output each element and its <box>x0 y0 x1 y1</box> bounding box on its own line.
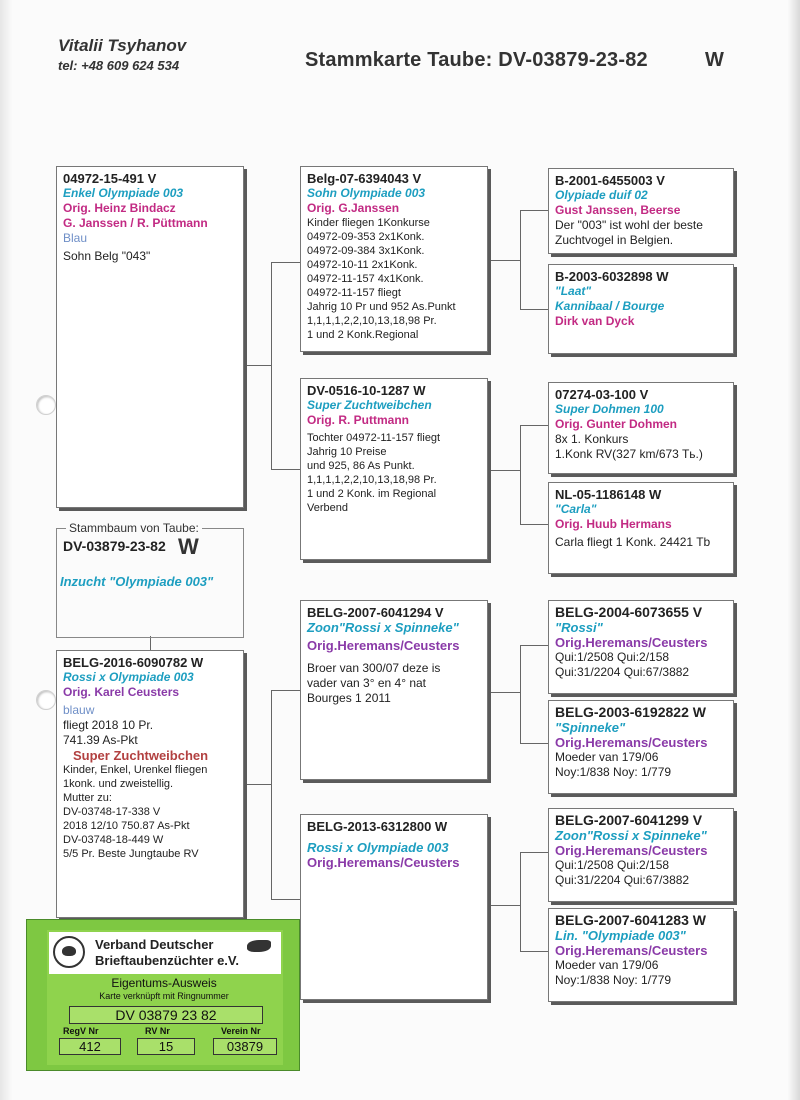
color: Blau <box>63 231 88 245</box>
result-line: Qui:1/2508 Qui:2/158 <box>555 858 670 872</box>
connector-line <box>520 852 548 853</box>
pigeon-name: "Rossi" <box>555 620 603 635</box>
sheet-edge-right <box>788 0 800 1100</box>
owner-phone: tel: +48 609 624 534 <box>58 58 180 73</box>
ring-number: BELG-2007-6041283 W <box>555 912 706 928</box>
pigeon-name: Super Zuchtweibchen <box>307 398 432 412</box>
connector-line <box>489 260 520 261</box>
ancestor-card <box>548 482 734 574</box>
color: blauw <box>63 703 95 717</box>
page-title: Stammkarte Taube: DV-03879-23-82 <box>305 49 648 71</box>
dam-card <box>56 650 244 918</box>
punch-hole <box>36 395 56 415</box>
result-line: Verbend <box>307 502 348 514</box>
result-line: 04972-09-353 2x1Konk. <box>307 231 425 243</box>
pigeon-name: Sohn Olympiade 003 <box>307 186 426 200</box>
result-line: 8x 1. Konkurs <box>555 432 629 446</box>
connector-line <box>520 425 548 426</box>
origin: Orig.Heremans/Ceusters <box>555 843 708 858</box>
connector-line <box>244 784 271 785</box>
result-line: Qui:1/2508 Qui:2/158 <box>555 650 670 664</box>
regv-value: 412 <box>59 1038 121 1055</box>
verein-label: Verein Nr <box>221 1026 261 1036</box>
result-line: Kinder fliegen 1Konkurse <box>307 217 430 229</box>
result-line: 04972-11-157 fliegt <box>307 287 401 299</box>
pigeon-name: Enkel Olympiade 003 <box>63 186 184 200</box>
result-line: Zuchtvogel in Belgien. <box>555 233 674 247</box>
regv-label: RegV Nr <box>63 1026 99 1036</box>
connector-line <box>520 743 548 744</box>
connector-line <box>520 852 521 951</box>
ancestor-card <box>548 908 734 1002</box>
pigeon-icon <box>247 940 271 952</box>
connector-line <box>489 692 520 693</box>
pigeon-name: Super Dohmen 100 <box>555 402 664 416</box>
verein-value: 03879 <box>213 1038 277 1055</box>
connector-line <box>271 690 272 899</box>
ancestor-card <box>548 264 734 354</box>
result-line: 1.Konk RV(327 km/673 Tь.) <box>555 447 703 461</box>
result-line: 1 und 2 Konk. im Regional <box>307 488 437 500</box>
card-subtitle: Karte verknüpft mit Ringnummer <box>99 991 229 1001</box>
association-name: Brieftaubenzüchter e.V. <box>95 953 240 968</box>
paternal-grandsire-card <box>300 166 488 352</box>
ring-number: BELG-2007-6041299 V <box>555 812 703 828</box>
result-line: Qui:31/2204 Qui:67/3882 <box>555 665 690 679</box>
origin: Orig. Gunter Dohmen <box>555 417 678 431</box>
stammbaum-title: Stammbaum von Taube: <box>66 521 202 535</box>
result-line: 04972-11-157 4x1Konk. <box>307 273 424 285</box>
pigeon-name: Olypiade duif 02 <box>555 188 648 202</box>
result-line: Moeder van 179/06 <box>555 750 659 764</box>
connector-line <box>271 262 272 469</box>
origin: Orig. Heinz Bindacz <box>63 201 176 215</box>
origin: Orig.Heremans/Ceusters <box>555 943 708 958</box>
connector-line <box>520 951 548 952</box>
origin: Dirk van Dyck <box>555 314 635 328</box>
connector-line <box>520 645 548 646</box>
owner-name: Vitalii Tsyhanov <box>58 36 187 55</box>
ring-number: BELG-2013-6312800 W <box>307 819 448 834</box>
sex-marker: W <box>705 49 724 71</box>
ring-number: NL-05-1186148 W <box>555 487 662 502</box>
connector-line <box>520 645 521 743</box>
origin: Orig. Karel Ceusters <box>63 685 180 699</box>
result-line: 1,1,1,1,2,2,10,13,18,98 Pr. <box>307 474 437 486</box>
result-line: Jahrig 10 Preise <box>307 446 387 458</box>
origin: Orig.Heremans/Ceusters <box>307 855 460 870</box>
result-line: 04972-09-384 3x1Konk. <box>307 245 425 257</box>
connector-line <box>271 469 300 470</box>
inbreeding-note: Inzucht "Olympiade 003" <box>60 574 214 589</box>
origin: Orig. Huub Hermans <box>555 517 672 531</box>
ring-number: B-2001-6455003 V <box>555 173 665 188</box>
pigeon-name: Rossi x Olympiade 003 <box>63 670 194 684</box>
ownership-card <box>26 919 300 1071</box>
ring-number: BELG-2007-6041294 V <box>307 605 444 620</box>
ancestor-card <box>548 600 734 694</box>
origin: Orig. R. Puttmann <box>307 413 409 427</box>
result-line: Tochter 04972-11-157 fliegt <box>307 432 441 444</box>
offspring-note: 1konk. und zweistellig. <box>63 778 174 790</box>
ring-number: Belg-07-6394043 V <box>307 171 422 186</box>
result-line: Noy:1/838 Noy: 1/779 <box>555 973 672 987</box>
result-line: Moeder van 179/06 <box>555 958 659 972</box>
offspring-note: Kinder, Enkel, Urenkel fliegen <box>63 764 208 776</box>
result-line: und 925, 86 As Punkt. <box>307 460 415 472</box>
paternal-granddam-card <box>300 378 488 560</box>
connector-line <box>150 636 151 650</box>
origin: Gust Janssen, Beerse <box>555 203 681 217</box>
pigeon-name: Lin. "Olympiade 003" <box>555 928 686 943</box>
flight-record: 741.39 As-Pkt <box>63 733 138 747</box>
origin: Orig.Heremans/Ceusters <box>555 735 708 750</box>
ring-number: BELG-2016-6090782 W <box>63 655 204 670</box>
result-line: Jahrig 10 Pr und 952 As.Punkt <box>307 301 456 313</box>
ancestor-card <box>548 168 734 254</box>
stammbaum-sex: W <box>178 534 199 559</box>
association-name: Verband Deutscher <box>95 937 214 952</box>
pigeon-name: "Laat" <box>555 284 592 298</box>
ring-number: BELG-2003-6192822 W <box>555 704 706 720</box>
offspring-ring: DV-03748-17-338 V <box>63 806 161 818</box>
connector-line <box>520 210 521 309</box>
result-line: Broer van 300/07 deze is <box>307 661 441 675</box>
result-line: Noy:1/838 Noy: 1/779 <box>555 765 672 779</box>
ancestor-card <box>548 382 734 474</box>
result-line: Carla fliegt 1 Konk. 24421 Tb <box>555 535 711 549</box>
flight-record: fliegt 2018 10 Pr. <box>63 718 154 732</box>
result-line: Der "003" ist wohl der beste <box>555 218 703 232</box>
origin: G. Janssen / R. Püttmann <box>63 216 208 230</box>
stammbaum-ring: DV-03879-23-82 <box>63 538 166 554</box>
ancestor-card <box>548 808 734 902</box>
pigeon-name: Zoon"Rossi x Spinneke" <box>307 620 459 635</box>
connector-line <box>520 309 548 310</box>
result-line: Bourges 1 2011 <box>307 691 391 705</box>
origin: Orig.Heremans/Ceusters <box>307 638 460 653</box>
result-line: 04972-10-11 2x1Konk. <box>307 259 418 271</box>
association-logo-icon <box>53 936 85 968</box>
punch-hole <box>36 690 56 710</box>
rv-value: 15 <box>137 1038 195 1055</box>
ancestor-card <box>548 700 734 794</box>
connector-line <box>520 425 521 524</box>
card-title: Eigentums-Ausweis <box>111 976 217 990</box>
mother-of-label: Mutter zu: <box>63 792 112 804</box>
sheet-edge-left <box>0 0 12 1100</box>
pigeon-name: Kannibaal / Bourge <box>555 299 665 313</box>
connector-line <box>271 690 300 691</box>
offspring-result: 5/5 Pr. Beste Jungtaube RV <box>63 848 199 860</box>
pigeon-name: Zoon"Rossi x Spinneke" <box>555 828 707 843</box>
origin: Orig.Heremans/Ceusters <box>555 635 708 650</box>
result-line: 1 und 2 Konk.Regional <box>307 329 419 341</box>
connector-line <box>244 365 271 366</box>
connector-line <box>271 899 300 900</box>
connector-line <box>520 210 548 211</box>
origin: Orig. G.Janssen <box>307 201 400 215</box>
offspring-ring: DV-03748-18-449 W <box>63 834 164 846</box>
pigeon-name: "Spinneke" <box>555 720 626 735</box>
pigeon-name: Rossi x Olympiade 003 <box>307 840 449 855</box>
card-ring-number: DV 03879 23 82 <box>69 1006 263 1024</box>
connector-line <box>489 905 520 906</box>
ring-number: DV-0516-10-1287 W <box>307 383 426 398</box>
connector-line <box>271 262 300 263</box>
ring-number: BELG-2004-6073655 V <box>555 604 703 620</box>
connector-line <box>489 470 520 471</box>
pigeon-name: "Carla" <box>555 502 597 516</box>
ring-number: B-2003-6032898 W <box>555 269 669 284</box>
title-badge: Super Zuchtweibchen <box>73 748 209 763</box>
maternal-granddam-card <box>300 814 488 1000</box>
result-line: vader van 3° en 4° nat <box>307 676 427 690</box>
connector-line <box>520 524 548 525</box>
offspring-result: 2018 12/10 750.87 As-Pkt <box>63 820 190 832</box>
result-line: Qui:31/2204 Qui:67/3882 <box>555 873 690 887</box>
ring-number: 07274-03-100 V <box>555 387 649 402</box>
ring-number: 04972-15-491 V <box>63 171 157 186</box>
sire-card <box>56 166 244 508</box>
result-line: 1,1,1,1,2,2,10,13,18,98 Pr. <box>307 315 437 327</box>
note: Sohn Belg "043" <box>63 249 151 263</box>
maternal-grandsire-card <box>300 600 488 780</box>
rv-label: RV Nr <box>145 1026 170 1036</box>
